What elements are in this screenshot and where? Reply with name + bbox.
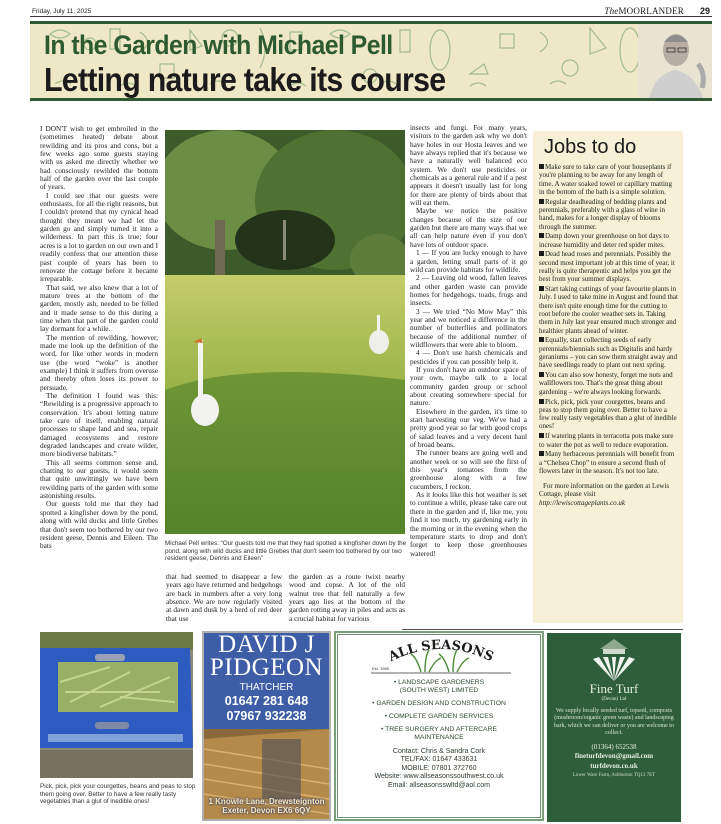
- more-info: For more information on the garden at Lewis Cottage, please visit http://lewiscottageplants.co.uk: [539, 482, 678, 507]
- article-paragraph: The definition I found was this: “Rewilding is a progressive approach to conservation. It's about letting nature take care of itself, enabling natural processes to shape land and sea, repair damaged ecosystems and restore degraded landscapes and create wilder, more biodiverse habitats.”: [40, 391, 158, 459]
- square-bullet-icon: [539, 337, 544, 342]
- job-item: Make sure to take care of your houseplants if you're planning to be away for any length of time. A water soaked towel or capillary matting in the bottom of the bath is a simple solution.: [539, 163, 672, 196]
- services-list: • LANDSCAPE GARDENERS (SOUTH WEST) LIMITED • GARDEN DESIGN AND CONSTRUCTION • COMPLETE GARDEN SERVICES • TREE SURGERY AND AFTERCARE MAINTENANCE: [372, 679, 506, 741]
- square-bullet-icon: [539, 164, 544, 169]
- job-item: Damp down your greenhouse on hot days to increase humidity and deter red spider mites.: [539, 232, 669, 249]
- article-paragraph: Maybe we notice the positive changes because of the size of our garden but there are many ways that we all can help nature even if you don't have lots of outdoor space.: [410, 206, 527, 249]
- logo-text: ALL SEASONS: [386, 637, 496, 666]
- contact-names: Contact: Chris & Sandra Cork: [392, 748, 486, 755]
- turf-company-name: Fine Turf: [589, 681, 639, 696]
- author-portrait: [638, 24, 712, 101]
- square-bullet-icon: [539, 199, 544, 204]
- turf-website[interactable]: turfdevon.co.uk: [590, 761, 638, 770]
- square-bullet-icon: [539, 251, 544, 256]
- turf-phone: (01364) 652538: [591, 742, 637, 751]
- ad-phone-1: 01647 281 648: [224, 694, 309, 708]
- ad-trade: THATCHER: [239, 682, 294, 693]
- article-paragraph: 2 — Leaving old wood, fallen leaves and other garden waste can provide homes for hedgehogs, toads, frogs and insects.: [410, 273, 527, 308]
- square-bullet-icon: [539, 286, 544, 291]
- job-item: Pick, pick, pick your courgettes, beans and peas to stop them going over. Better to have a few really tasty vegetables than a glut of inedible ones!: [539, 397, 677, 431]
- paper-title: MOORLANDER: [618, 6, 684, 16]
- established-year: Est. 1989: [372, 666, 389, 671]
- article-paragraph: This all seems common sense and, chatting to our guests, it would seem that quite unwittingly we have been rewilding parts of the garden with some astonishing results.: [40, 457, 158, 501]
- article-column-1: [40, 125, 158, 625]
- jobs-to-do-box: [533, 131, 683, 623]
- article-paragraph: the garden as a route twixt nearby wood and copse. A lot of the old walnut tree that fell naturally a few years ago lies at the bottom of the garden rotting away in piles and acts as a crucial habitat for various: [289, 573, 405, 623]
- paper-prefix: The: [604, 6, 619, 16]
- paper-name: [604, 6, 684, 16]
- jobs-title: Jobs to do: [544, 136, 637, 158]
- article-paragraph: That said, we also knew that a lot of mature trees at the bottom of the garden, mostly ash, needed to be felled and it made sense to do this during a time when that part of the garden could lay dormant for a while.: [40, 282, 158, 334]
- article-paragraph: 4 — Don't use harsh chemicals and pesticides if you can possibly help it.: [410, 348, 527, 366]
- square-bullet-icon: [539, 399, 544, 404]
- square-bullet-icon: [539, 451, 544, 456]
- square-bullet-icon: [539, 433, 544, 438]
- job-item: Regular deadheading of bedding plants and perennials, preferably with a glass of wine in hand, makes for a longer display of blooms through the summer.: [539, 197, 667, 231]
- fine-turf-logo-icon: [547, 637, 681, 681]
- contact-mobile: MOBILE: 07801 372760: [401, 764, 477, 772]
- ad-all-seasons[interactable]: [334, 631, 544, 821]
- article-paragraph: As it looks like this hot weather is set to continue a while, please take care out there in the garden and if, like me, you find it too much, try gardening early in the morning or in the evening when the temperature starts to drop and don't forget to keep those greenhouses watered!: [410, 490, 527, 558]
- column-kicker: In the Garden with Michael Pell: [44, 30, 393, 60]
- turf-description: We supply locally seeded turf, topsoil, composts (mushroom/organic green waste) and landscaping bark, which we can deliver or you are welcome to collect.: [554, 708, 674, 737]
- main-photo-caption: Michael Pell writes: “Our guests told me that they had spotted a kingfisher down by the pond, along with wild ducks and little Grebes that don't seem too bothered by our two resident geese, Dennis and Eileen”: [165, 540, 407, 563]
- article-paragraph: I DON'T wish to get embroiled in the (sometimes heated) debate about rewilding and its pros and cons, but a few weeks ago some guests staying with us asked me directly whether we had consciously rewilded the bottom half of the garden over the last couple of years.: [40, 125, 158, 192]
- jobs-list: [539, 163, 678, 475]
- contact-website[interactable]: Website: www.allseasonssouthwest.co.uk: [374, 773, 504, 781]
- article-paragraph: that had seemed to disappear a few years ago have returned and hedgehogs are back in numbers after a very long absence. We are now regularly visited at dawn and dusk by a herd of red deer that use: [166, 573, 282, 623]
- ad-address: 1 Knowle Lane, Drewsteignton Exeter, Devon EX6 6QY: [208, 797, 325, 815]
- article-column-2a: [166, 573, 282, 625]
- section-rule: [402, 629, 683, 630]
- job-item: Start taking cuttings of your favourite plants in July. I used to take mine in August and found that there isn't quite enough time for the cutting to root before the cooler weather sets in. Taking them in July last year ensured much stronger and healthier plants ahead of winter.: [539, 285, 678, 335]
- job-item: Dead head roses and perennials. Possibly the second most important job at this time of year, it really is quite therapeutic and helps you get the best from your summer displays.: [539, 250, 675, 284]
- turf-email[interactable]: fineturfdevon@gmail.com: [574, 752, 654, 761]
- article-paragraph: I could see that our guests were enthusiasts, for all the right reasons, but I couldn't pretend that my cynical head thought they meant we had let the garden go and simply turned it into a wilderness. In part this is true; four acres is a lot to garden on our own and I readily confess that our attention these past couple of years has been to renovate the cottage before it became irreparable.: [40, 190, 158, 284]
- job-item: If watering plants in terracotta pots make sure to water the pot as well to reduce evaporation.: [539, 432, 674, 449]
- article-paragraph: If you don't have an outdoor space of your own, maybe talk to a local community garden group or school about creating somewhere special for nature.: [410, 364, 527, 408]
- square-bullet-icon: [539, 233, 544, 238]
- svg-text:ALL SEASONS: [385, 638, 495, 666]
- column-banner: [30, 21, 712, 101]
- article-paragraph: Elsewhere in the garden, it's time to start harvesting our veg. We've had a pretty good year so far with good crops of salad leaves and a very decent haul of broad beans.: [410, 406, 527, 450]
- masthead-rule: [30, 16, 712, 17]
- all-seasons-logo: [336, 636, 542, 676]
- turf-address: Lower Ware Farm, Ashburton TQ13 7ET: [572, 773, 656, 779]
- ad-name-line1: DAVID J: [218, 631, 315, 658]
- veg-photo-caption: Pick, pick, pick your courgettes, beans and peas to stop them going over. Better to have a few really tasty vegetables than a glut of inedible ones!: [40, 783, 196, 806]
- article-column-3: [410, 124, 527, 624]
- article-paragraph: insects and fungi. For many years, visitors to the garden ask why we don't have holes in our Hosta leaves and we have always replied that it's because we have a naturally well balanced eco system. We don't use pesticides or chemicals as a general rule and if a pest appears it doesn't usually last for long for there are plenty of birds about that will eat them.: [410, 124, 527, 208]
- issue-date: Friday, July 11, 2025: [32, 8, 92, 15]
- turf-company-sub: (Devon) Ltd: [601, 697, 627, 702]
- contact-email[interactable]: Email: allseasonsswltd@aol.com: [387, 781, 491, 789]
- ad-phone-2: 07967 932238: [226, 709, 307, 723]
- job-item: Equally, start collecting seeds of early perennials/biennials such as Digitalis and hardy geraniums – you can sow them straight away and have seedlings ready to plant out next spring.: [539, 336, 678, 370]
- article-paragraph: The runner beans are going well and another week or so will see the first of this year's tomatoes from the greenhouse along with a few cucumbers, I reckon.: [410, 448, 527, 491]
- job-item: Many herbaceous perennials will benefit from a “Chelsea Chop” to ensure a second flush of flowers later in the season. It's not too late.: [539, 450, 675, 475]
- page-number: 29: [699, 6, 710, 16]
- ad-fine-turf[interactable]: [547, 633, 681, 822]
- article-paragraph: Our guests told me that they had spotted a kingfisher down by the pond, along with wild ducks and little Grebes that don't seem too bothered by our two resident geese, Dennis and Eileen. The bats: [40, 499, 158, 551]
- garden-geese-photo: [165, 130, 405, 534]
- contact-telfax: TEL/FAX: 01647 433631: [400, 756, 478, 764]
- job-item: You can also sow honesty, forget me nots and wallflowers too. That's the great thing about gardening – we're always looking forwards.: [539, 371, 673, 396]
- ad-name-line2: PIDGEON: [209, 654, 324, 681]
- article-headline: Letting nature take its course: [44, 61, 446, 98]
- article-column-2b: [289, 573, 405, 625]
- contact-details: [336, 748, 542, 790]
- article-paragraph: The mention of rewilding, however, made me look up the definition of the word, for like other words in modern use (the word “woke” is another example) I think it suffers from overuse and thereby often loses its power to persuade.: [40, 332, 158, 392]
- ad-david-pidgeon-thatcher[interactable]: [202, 631, 331, 821]
- article-paragraph: 3 — We tried “No Mow May” this year and we noticed a difference in the number of butterflies and pollinators because of the additional number of wildflowers that were able to bloom.: [410, 306, 527, 349]
- article-paragraph: 1 — If you are lucky enough to have a garden, letting small parts of it go wild can provide habitats for wildlife.: [410, 248, 527, 274]
- lewis-cottage-link[interactable]: http://lewiscottageplants.co.uk: [539, 498, 625, 507]
- square-bullet-icon: [539, 372, 544, 377]
- bean-crate-photo: [40, 632, 193, 778]
